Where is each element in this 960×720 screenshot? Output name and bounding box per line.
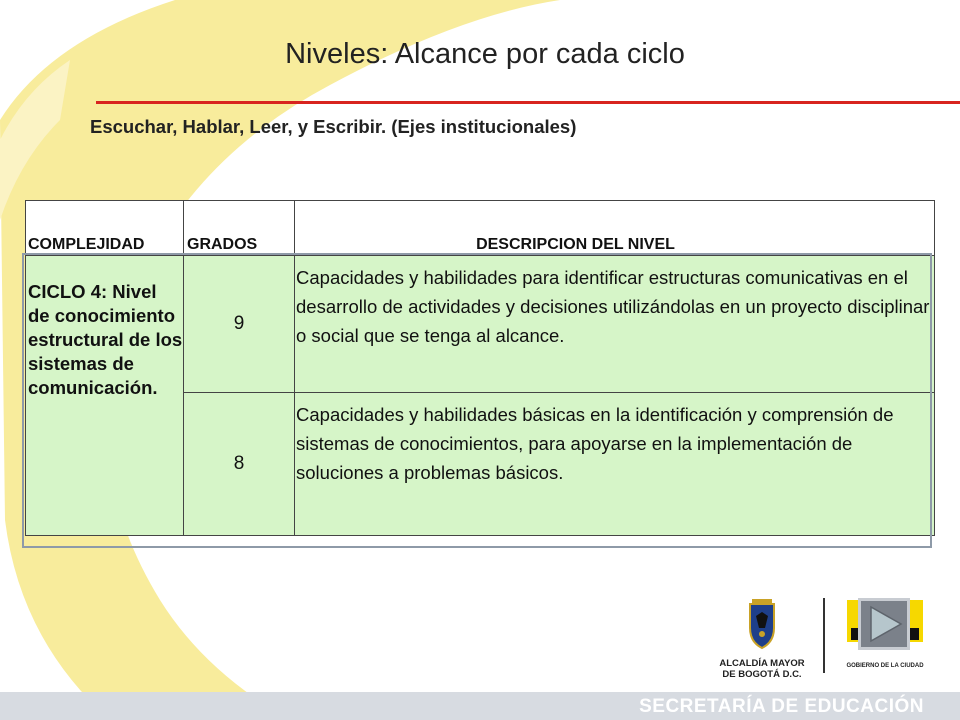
subtitle: Escuchar, Hablar, Leer, y Escribir. (Ejes institucionales): [90, 116, 577, 137]
header-descripcion: DESCRIPCION DEL NIVEL: [295, 201, 935, 256]
gobierno-caption: GOBIERNO DE LA CIUDAD: [846, 663, 924, 669]
alcaldia-logo: [712, 598, 812, 678]
ciclo-cell: CICLO 4: Nivel de conocimiento estructural de los sistemas de comunicación.: [26, 256, 184, 536]
header-complejidad: COMPLEJIDAD: [26, 201, 184, 256]
play-icon: [861, 601, 907, 647]
title-underline: [96, 101, 960, 104]
header-grados: GRADOS: [184, 201, 295, 256]
page-title: Niveles: Alcance por cada ciclo: [285, 38, 685, 70]
footer-bar: [0, 692, 960, 720]
footer-label: SECRETARÍA DE EDUCACIÓN: [639, 696, 924, 717]
grado-cell-9: 9: [184, 256, 295, 393]
grado-cell-8: 8: [184, 393, 295, 536]
alcaldia-caption: ALCALDÍA MAYOR DE BOGOTÁ D.C.: [719, 658, 805, 680]
logo-divider: [823, 598, 825, 673]
bogota-crest-icon: [712, 598, 812, 650]
descripcion-cell-9: Capacidades y habilidades para identificar estructuras comunicativas en el desarrollo de actividades y decisiones utilizándolas en un proyecto disciplinar o social que se tenga al alcance.: [295, 256, 935, 393]
descripcion-cell-8: Capacidades y habilidades básicas en la identificación y comprensión de sistemas de conocimientos, para apoyarse en la implementación de soluciones a problemas básicos.: [295, 393, 935, 536]
next-slide-button[interactable]: [858, 598, 910, 650]
levels-table: [22, 200, 936, 550]
